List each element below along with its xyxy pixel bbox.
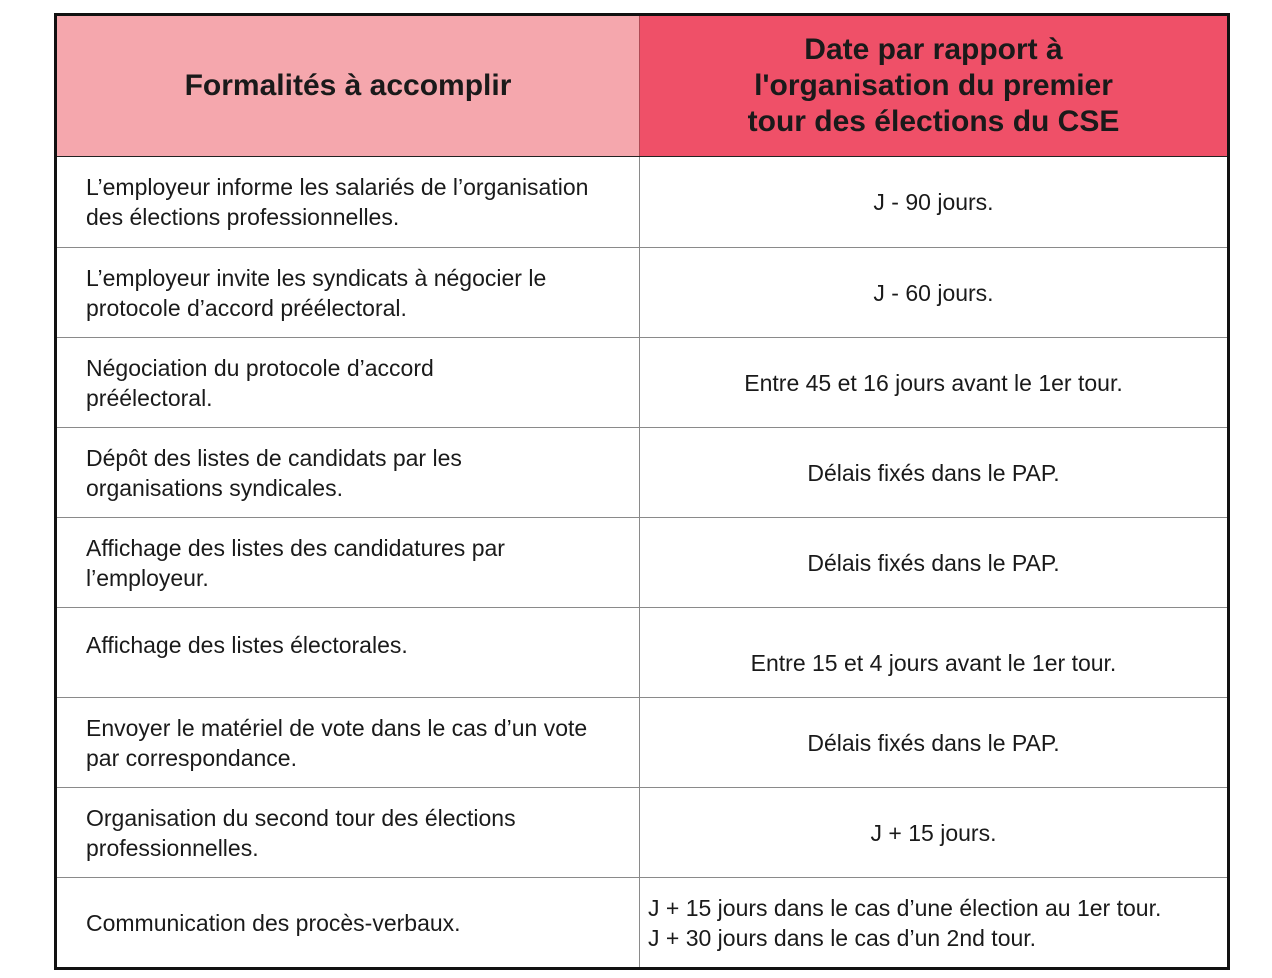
task-text: Envoyer le matériel de vote dans le cas d’un vote par correspondance. [86,714,588,771]
table-row [57,427,1227,517]
task-text: L’employeur informe les salariés de l’organisation des élections professionnelles. [86,174,589,230]
date-cell [640,698,1227,787]
task-text: Dépôt des listes de candidats par les organisations syndicales. [86,444,462,501]
task-text: Communication des procès-verbaux. [86,909,461,936]
table-header-row [57,16,1227,157]
date-cell [640,428,1227,517]
table-row [57,607,1227,697]
table-row [57,697,1227,787]
date-cell [640,248,1227,337]
task-text: L’employeur invite les syndicats à négocier le protocole d’accord préélectoral. [86,264,547,321]
date-text: Délais fixés dans le PAP. [807,729,1060,756]
task-cell [57,878,640,967]
date-cell [640,518,1227,607]
task-text: Affichage des listes des candidatures par l’employeur. [86,534,505,591]
task-cell [57,788,640,877]
table-row [57,787,1227,877]
header-date [640,16,1227,156]
task-cell [57,608,640,697]
header-formalities-label: Formalités à accomplir [184,69,512,102]
date-text: J - 90 jours. [873,189,994,215]
date-text: Entre 15 et 4 jours avant le 1er tour. [750,649,1117,676]
date-text: J + 15 jours. [870,819,997,846]
task-text: Organisation du second tour des élections professionnelles. [86,804,516,861]
date-text-line: J + 15 jours dans le cas d’une élection au 1er tour. [648,894,1162,921]
task-cell [57,518,640,607]
table-row [57,517,1227,607]
date-cell [640,788,1227,877]
table-row [57,247,1227,337]
task-text: Négociation du protocole d’accord préélectoral. [86,354,434,411]
date-text: Délais fixés dans le PAP. [807,459,1060,486]
date-text: J - 60 jours. [873,279,994,306]
date-text: Entre 45 et 16 jours avant le 1er tour. [744,369,1123,396]
task-cell [57,698,640,787]
header-formalities [57,16,640,156]
task-cell [57,338,640,427]
date-text: Délais fixés dans le PAP. [807,549,1060,576]
date-cell [640,338,1227,427]
formalities-table [54,13,1230,970]
task-cell [57,248,640,337]
date-text-line: J + 30 jours dans le cas d’un 2nd tour. [648,924,1037,951]
task-cell [57,157,640,247]
table-row [57,877,1227,967]
date-cell [640,157,1227,247]
table-row [57,337,1227,427]
date-cell [640,878,1227,967]
task-text: Affichage des listes électorales. [86,632,408,658]
task-cell [57,428,640,517]
header-date-label: Date par rapport à l'organisation du premier tour des élections du CSE [747,33,1120,138]
table-row [57,157,1227,247]
date-cell [640,608,1227,697]
